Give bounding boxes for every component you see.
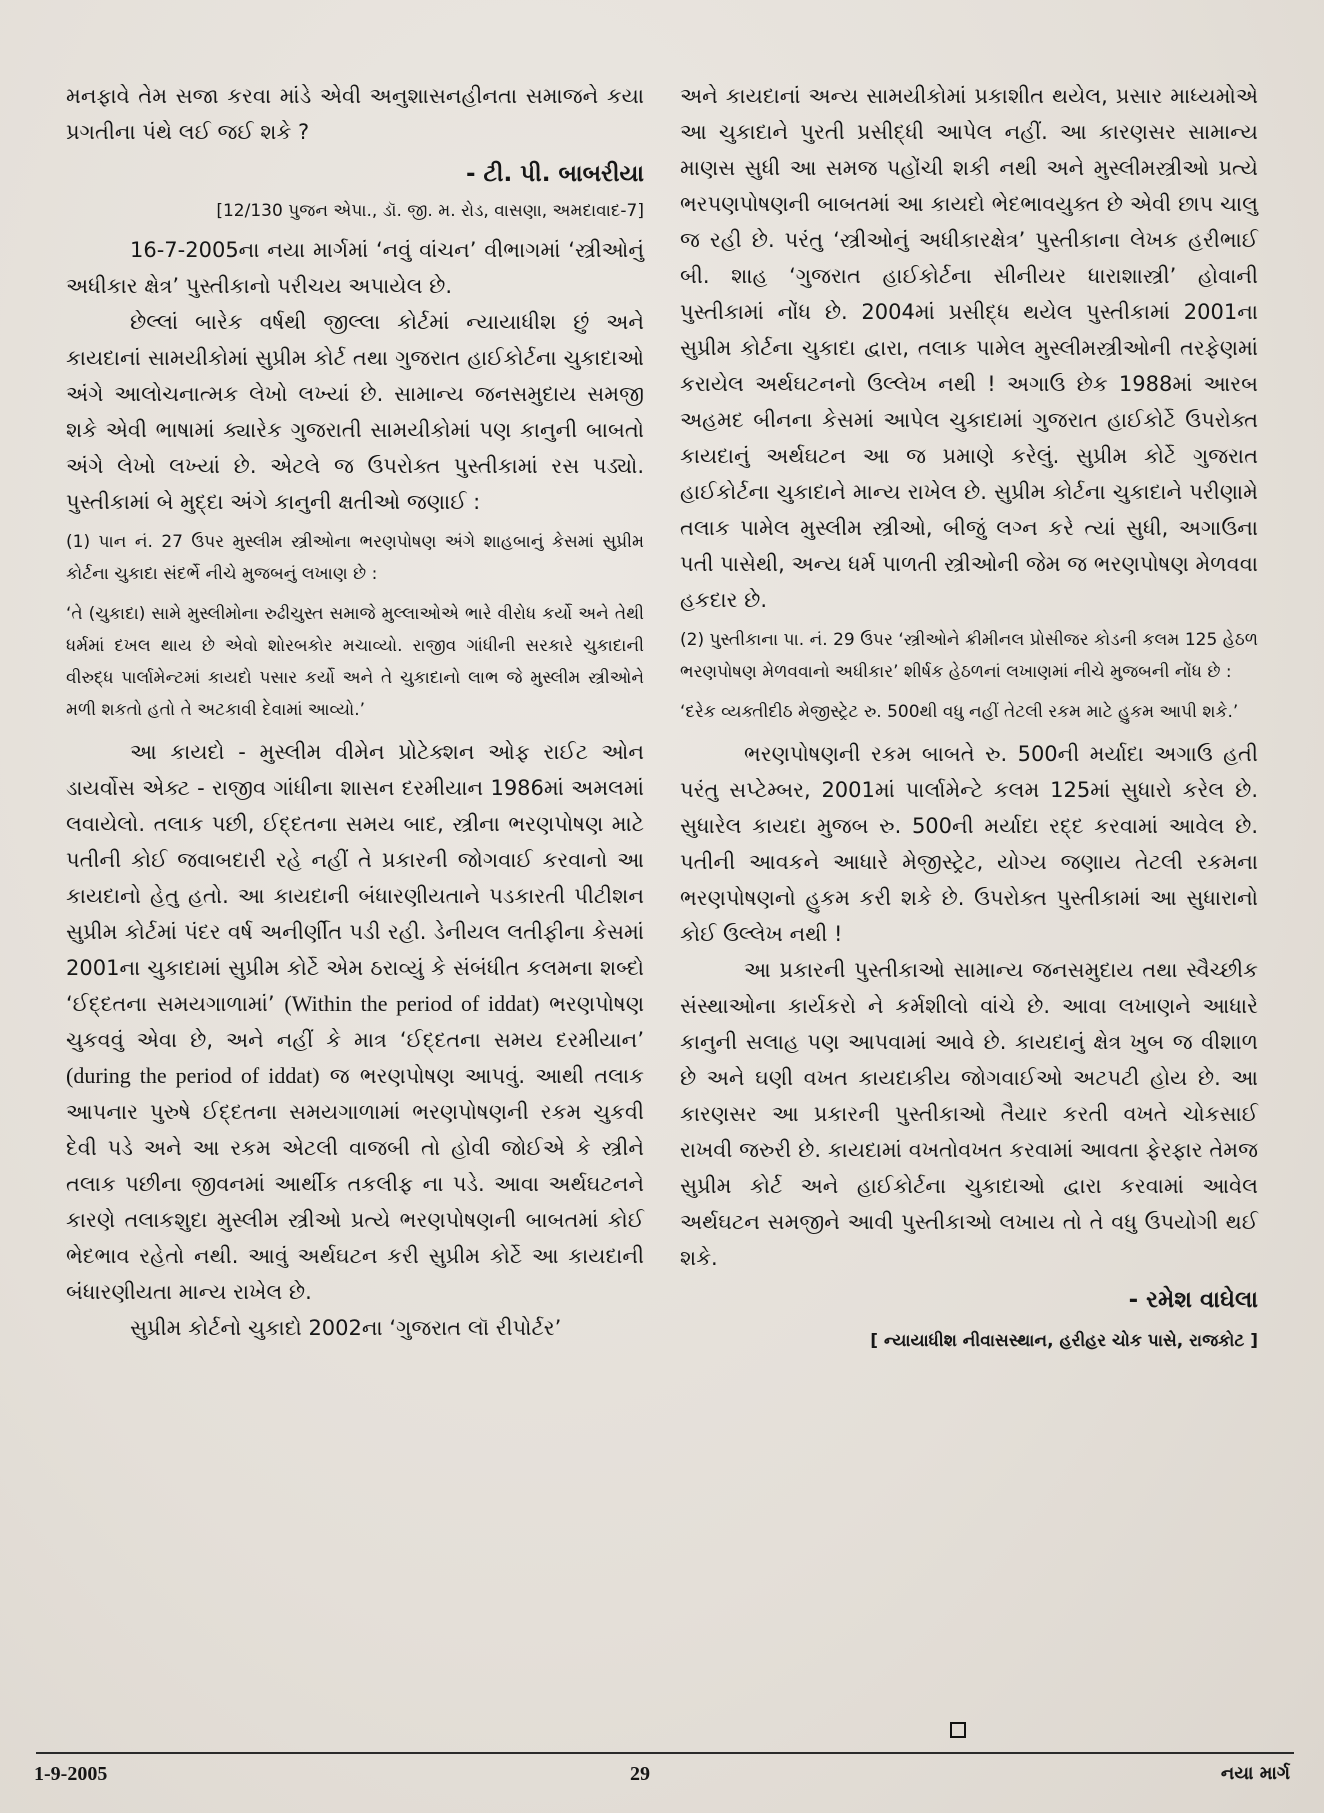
paragraph-maintenance-limit: ભરણપોષણની રકમ બાબતે રુ. 500ની મર્યાદા અગાઉ હતી પરંતુ સપ્ટેમ્બર, 2001માં પાર્લામેન્ટે કલમ 125માં સુધારો કરેલ છે. સુધારેલ કાયદા મુજબ રુ. 500ની મર્યાદા રદ્દ કરવામાં આવેલ છે. પતીની આવકને આધારે મેજીસ્ટ્રેટ, યોગ્ય જણાય તેટલી રકમના ભરણપોષણનો હુકમ કરી શકે છે. ઉપરોક્ત પુસ્તીકામાં આ સુધારાનો કોઈ ઉલ્લેખ નથી ! <box>680 742 1258 946</box>
address-babariya: [12/130 પુજન એપા., ડૉ. જી. મ. રોડ, વાસણા, અમદાવાદ-7] <box>216 201 644 221</box>
quote-point-1: (1) પાન નં. 27 ઉપર મુસ્લીમ સ્ત્રીઓના ભરણપોષણ અંગે શાહબાનું કેસમાં સુપ્રીમ કોર્ટના ચુકાદા સંદર્ભે નીચે મુજબનું લખાણ છે : <box>66 532 644 584</box>
english-phrase-during: (during the period of iddat) <box>66 1063 320 1088</box>
right-column <box>680 78 1258 1362</box>
footer-rule <box>36 1752 1294 1754</box>
paragraph-publicity: અને કાયદાનાં અન્ય સામયીકોમાં પ્રકાશીત થયેલ, પ્રસાર માધ્યમોએ આ ચુકાદાને પુરતી પ્રસીદ્ધી આપેલ નહીં. આ કારણસર સામાન્ય માણસ સુધી આ સમજ પહોંચી શકી નથી અને મુસ્લીમસ્ત્રીઓ પ્રત્યે ભરપણપોષણની બાબતમાં આ કાયદો ભેદભાવયુક્ત છે એવી છાપ ચાલુ જ રહી છે. પરંતુ ‘સ્ત્રીઓનું અધીકારક્ષેત્ર’ પુસ્તીકાના લેખક હરીભાઈ બી. શાહ ‘ગુજરાત હાઈકોર્ટના સીનીયર ધારાશાસ્ત્રી’ હોવાની પુસ્તીકામાં નોંધ છે. 2004માં પ્રસીદ્ધ થયેલ પુસ્તીકામાં 2001ના સુપ્રીમ કોર્ટના ચુકાદા દ્વારા, તલાક પામેલ મુસ્લીમસ્ત્રીઓની તરફેણમાં કરાયેલ અર્થઘટનનો ઉલ્લેખ નથી ! અગાઉ છેક 1988માં આરબ અહમદ બીનના કેસમાં આપેલ ચુકાદામાં ગુજરાત હાઈકોર્ટે ઉપરોક્ત કાયદાનું અર્થઘટન આ જ પ્રમાણે કરેલું. સુપ્રીમ કોર્ટે ગુજરાત હાઈકોર્ટના ચુકાદાને માન્ય રાખેલ છે. સુપ્રીમ કોર્ટના ચુકાદાને પરીણામે તલાક પામેલ મુસ્લીમ સ્ત્રીઓ, બીજું લગ્ન કરે ત્યાં સુધી, અગાઉના પતી પાસેથી, અન્ય ધર્મ પાળતી સ્ત્રીઓની જેમ જ ભરણપોષણ મેળવવા હકદાર છે. <box>680 84 1258 612</box>
paragraph-intro: 16-7-2005ના નયા માર્ગમાં ‘નવું વાંચન’ વીભાગમાં ‘સ્ત્રીઓનું અધીકાર ક્ષેત્ર’ પુસ્તીકાનો પરીચય અપાયેલ છે. <box>66 238 644 298</box>
end-mark-icon <box>950 1722 966 1738</box>
quote-booklet-text-1: ‘તે (ચુકાદા) સામે મુસ્લીમોના રુઢીચુસ્ત સમાજે મુલ્લાઓએ ભારે વીરોધ કર્યો અને તેથી ધર્મમાં દખલ થાય છે એવો શોરબકોર મચાવ્યો. રાજીવ ગાંધીની સરકારે ચુકાદાની વીરુદ્ધ પાર્લામેન્ટમાં કાયદો પસાર કર્યો અને તે ચુકાદાનો લાભ જે મુસ્લીમ સ્ત્રીઓને મળી શકતો હતો તે અટકાવી દેવામાં આવ્યો.’ <box>66 604 644 720</box>
paragraph-background: છેલ્લાં બારેક વર્ષથી જીલ્લા કોર્ટમાં ન્યાયાધીશ છું અને કાયદાનાં સામયીકોમાં સુપ્રીમ કોર્ટ તથા ગુજરાત હાઈકોર્ટના ચુકાદાઓ અંગે આલોચનાત્મક લેખો લખ્યાં છે. સામાન્ય જનસમુદાય સમજી શકે એવી ભાષામાં ક્યારેક ગુજરાતી સામયીકોમાં પણ કાનુની બાબતો અંગે લેખો લખ્યાં છે. એટલે જ ઉપરોક્ત પુસ્તીકામાં રસ પડ્યો. પુસ્તીકામાં બે મુદ્દા અંગે કાનુની ક્ષતીઓ જણાઈ : <box>66 310 644 514</box>
act-text-b: ભરણપોષણ ચુકવવું એવા છે, અને નહીં કે માત્ર ‘ઈદ્દતના સમય દરમીયાન’ <box>66 992 645 1052</box>
left-column <box>66 78 644 1346</box>
letter-ending: મનફાવે તેમ સજા કરવા માંડે એવી અનુશાસનહીનતા સમાજને કયા પ્રગતીના પંથે લઈ જઈ શકે ? <box>66 84 644 144</box>
act-text-a: આ કાયદો - મુસ્લીમ વીમેન પ્રોટેક્શન ઓફ રાઈટ ઓન ડાયર્વોસ એક્ટ - રાજીવ ગાંધીના શાસન દરમીયાન 1986માં અમલમાં લવાયેલો. તલાક પછી, ઈદ્દતના સમય બાદ, સ્ત્રીના ભરણપોષણ માટે પતીની કોઈ જવાબદારી રહે નહીં તે પ્રકારની જોગવાઈ કરવાનો આ કાયદાનો હેતુ હતો. આ કાયદાની બંધારણીયતાને પડકારતી પીટીશન સુપ્રીમ કોર્ટમાં પંદર વર્ષ અનીર્ણીત પડી રહી. ડેનીયલ લતીફીના કેસમાં 2001ના ચુકાદામાં સુપ્રીમ કોર્ટે એમ ઠરાવ્યું કે સંબંધીત કલમના શબ્દો ‘ઈદ્દતના સમયગાળામાં’ <box>66 740 644 1016</box>
signature-vaghela: - રમેશ વાઘેલા <box>1128 1287 1258 1313</box>
english-phrase-within: (Within the period of iddat) <box>284 991 540 1016</box>
quote-point-2: (2) પુસ્તીકાના પા. નં. 29 ઉપર ‘સ્ત્રીઓને ક્રીમીનલ પ્રોસીજર કોડની કલમ 125 હેઠળ ભરણપોષણ મેળવવાનો અધીકાર’ શીર્ષક હેઠળનાં લખાણમાં નીચે મુજબની નોંધ છે : <box>680 630 1258 682</box>
page-number: 29 <box>630 1763 650 1785</box>
signature-babariya: - ટી. પી. બાબરીયા <box>465 161 644 187</box>
paragraph-act-explanation <box>66 734 644 1310</box>
footer-date: 1-9-2005 <box>34 1763 108 1785</box>
paragraph-conclusion: આ પ્રકારની પુસ્તીકાઓ સામાન્ય જનસમુદાય તથા સ્વૈચ્છીક સંસ્થાઓના કાર્યકરો ને કર્મશીલો વાંચે છે. આવા લખાણને આધારે કાનુની સલાહ પણ આપવામાં આવે છે. કાયદાનું ક્ષેત્ર ખુબ જ વીશાળ છે અને ઘણી વખત કાયદાકીય જોગવાઈઓ અટપટી હોય છે. આ કારણસર આ પ્રકારની પુસ્તીકાઓ તૈયાર કરતી વખતે ચોકસાઈ રાખવી જરુરી છે. કાયદામાં વખતોવખત કરવામાં આવતા ફેરફાર તેમજ સુપ્રીમ કોર્ટ અને હાઈકોર્ટના ચુકાદાઓ દ્વારા કરવામાં આવેલ અર્થઘટન સમજીને આવી પુસ્તીકાઓ લખાય તો તે વધુ ઉપયોગી થઈ શકે. <box>680 958 1258 1270</box>
act-text-c: જ ભરણપોષણ આપવું. આથી તલાક આપનાર પુરુષે ઈદ્દતના સમયગાળામાં ભરણપોષણની રકમ ચુકવી દેવી પડે અને આ રકમ એટલી વાજબી તો હોવી જોઈએ કે સ્ત્રીને તલાક પછીના જીવનમાં આર્થીક તકલીફ ના પડે. આવા અર્થઘટનને કારણે તલાકશુદા મુસ્લીમ સ્ત્રીઓ પ્રત્યે ભરણપોષણની બાબતમાં કોઈ ભેદભાવ રહેતો નથી. આવું અર્થઘટન કરી સુપ્રીમ કોર્ટે આ કાયદાની બંધારણીયતા માન્ય રાખેલ છે. <box>66 1064 644 1304</box>
quote-booklet-text-2: ‘દરેક વ્યક્તીદીઠ મેજીસ્ટ્રેટ રુ. 500થી વધુ નહીં તેટલી રકમ માટે હુકમ આપી શકે.’ <box>680 702 1239 722</box>
address-vaghela: [ ન્યાયાધીશ નીવાસસ્થાન, હરીહર ચોક પાસે, રાજકોટ ] <box>870 1331 1258 1351</box>
paragraph-continued: સુપ્રીમ કોર્ટનો ચુકાદો 2002ના ‘ગુજરાત લૉ રીપોર્ટર’ <box>130 1316 562 1340</box>
magazine-name: નયા માર્ગ <box>1220 1763 1290 1784</box>
